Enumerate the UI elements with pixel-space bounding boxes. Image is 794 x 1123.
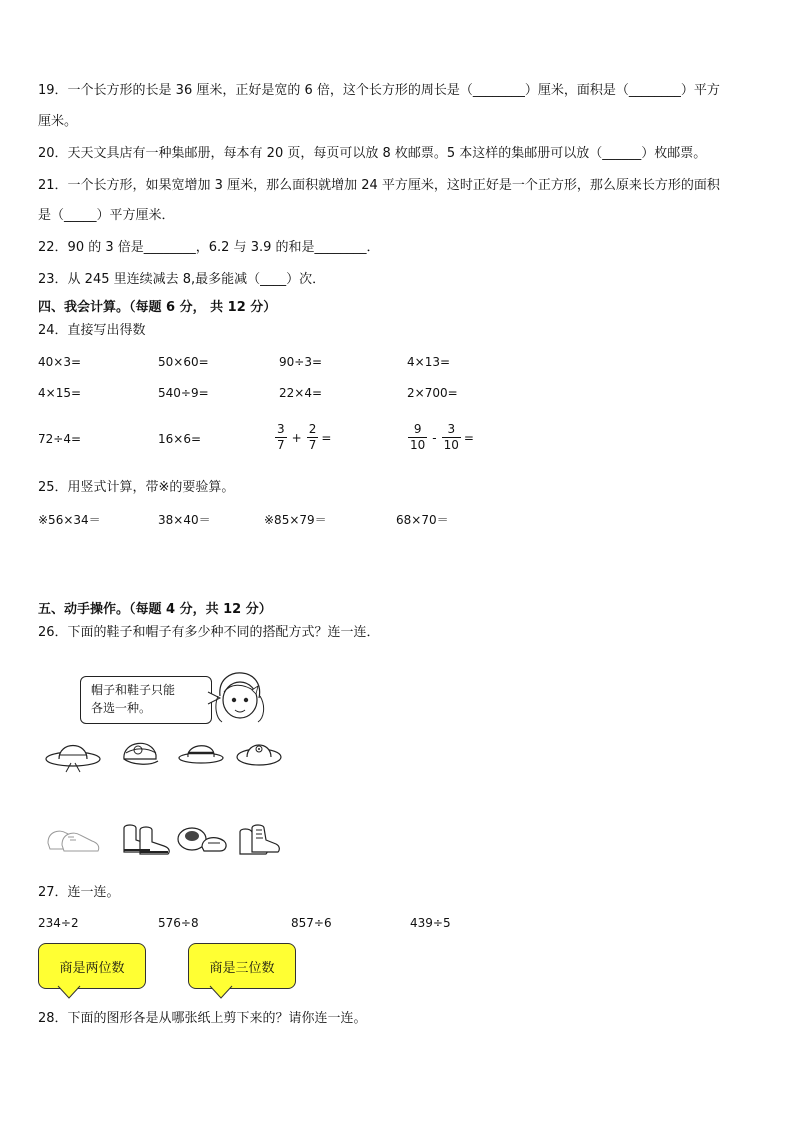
equals-sign: = [463, 430, 474, 445]
fraction: 9 10 [410, 422, 426, 452]
kids-shoes-icon [176, 821, 230, 857]
q19-line2: 厘米。 [38, 114, 78, 129]
q25-item-3: ※85×79＝ [264, 513, 327, 527]
label-two-tail [58, 986, 80, 1000]
q24-r3-c1: 72÷4= [38, 432, 82, 446]
q24-r2-c4: 2×700= [407, 386, 458, 400]
label-three-digit-quotient[interactable]: 商是三位数 [188, 943, 296, 989]
cap-icon [118, 735, 162, 771]
q25-item-2: 38×40＝ [158, 513, 211, 527]
section-4-heading: 四、我会计算。（每题 6 分， 共 12 分） [38, 300, 277, 315]
q24-r1-c2: 50×60= [158, 355, 209, 369]
fedora-hat-icon [178, 737, 224, 767]
section-5-heading: 五、动手操作。（每题 4 分，共 12 分） [38, 602, 272, 617]
q26-title: 26．下面的鞋子和帽子有多少种不同的搭配方式？连一连． [38, 625, 380, 640]
plus-sign: + [291, 430, 302, 445]
q24-r2-c3: 22×4= [279, 386, 323, 400]
q27-item-1: 234÷2 [38, 916, 79, 930]
fraction: 3 7 [277, 422, 285, 452]
q23-text: 23．从 245 里连续减去 8,最多能减（____）次． [38, 272, 326, 287]
boots-icon [118, 820, 174, 858]
q28-title: 28．下面的图形各是从哪张纸上剪下来的？请你连一连。 [38, 1011, 367, 1026]
label-two-digit-quotient[interactable]: 商是两位数 [38, 943, 146, 989]
q20-text: 20．天天文具店有一种集邮册，每本有 20 页，每页可以放 8 枚邮票。5 本这样的集邮册可以放（______）枚邮票。 [38, 146, 707, 161]
q25-title: 25．用竖式计算，带※的要验算。 [38, 480, 235, 495]
bubble-text-1: 帽子和鞋子只能 [91, 683, 176, 697]
bubble-text-2: 各选一种。 [91, 701, 152, 715]
q24-title: 24．直接写出得数 [38, 323, 146, 338]
q24-fraction-diff [405, 422, 474, 453]
q24-r2-c2: 540÷9= [158, 386, 209, 400]
q25-item-4: 68×70＝ [396, 513, 449, 527]
fraction: $\frac{2}{7}$ [308, 422, 317, 452]
q21-line1: 21．一个长方形，如果宽增加 3 厘米，那么面积就增加 24 平方厘米，这时正好是一个正方形，那么原来长方形的面积 [38, 178, 720, 193]
minus-sign: - [432, 430, 437, 445]
q24-r1-c4: 4×13= [407, 355, 451, 369]
q22-text: 22．90 的 3 倍是________，6.2 与 3.9 的和是________． [38, 240, 380, 255]
q24-r1-c1: 40×3= [38, 355, 82, 369]
q21-line2: 是（_____）平方厘米． [38, 208, 175, 223]
q25-item-1: ※56×34＝ [38, 513, 101, 527]
q24-fraction-sum [272, 422, 331, 453]
q27-title: 27．连一连。 [38, 885, 120, 900]
flower-hat-icon [236, 735, 282, 769]
fraction: $\frac{3}{10}$ [443, 422, 459, 452]
q27-item-2: 576÷8 [158, 916, 199, 930]
q24-r1-c3: 90÷3= [279, 355, 323, 369]
equals-sign: = [321, 430, 332, 445]
hiking-boots-icon [236, 820, 280, 858]
q19-line1: 19．一个长方形的长是 36 厘米，正好是宽的 6 倍，这个长方形的周长是（________）厘米，面积是（________）平方 [38, 83, 720, 98]
q24-r3-c2: 16×6= [158, 432, 202, 446]
speech-bubble [80, 676, 212, 724]
sneakers-icon [44, 823, 102, 855]
q27-item-3: 857÷6 [291, 916, 332, 930]
girl-face-icon [212, 670, 268, 726]
q27-item-4: 439÷5 [410, 916, 451, 930]
sun-hat-icon [44, 735, 102, 773]
q24-r2-c1: 4×15= [38, 386, 82, 400]
label-three-tail [210, 986, 232, 1000]
